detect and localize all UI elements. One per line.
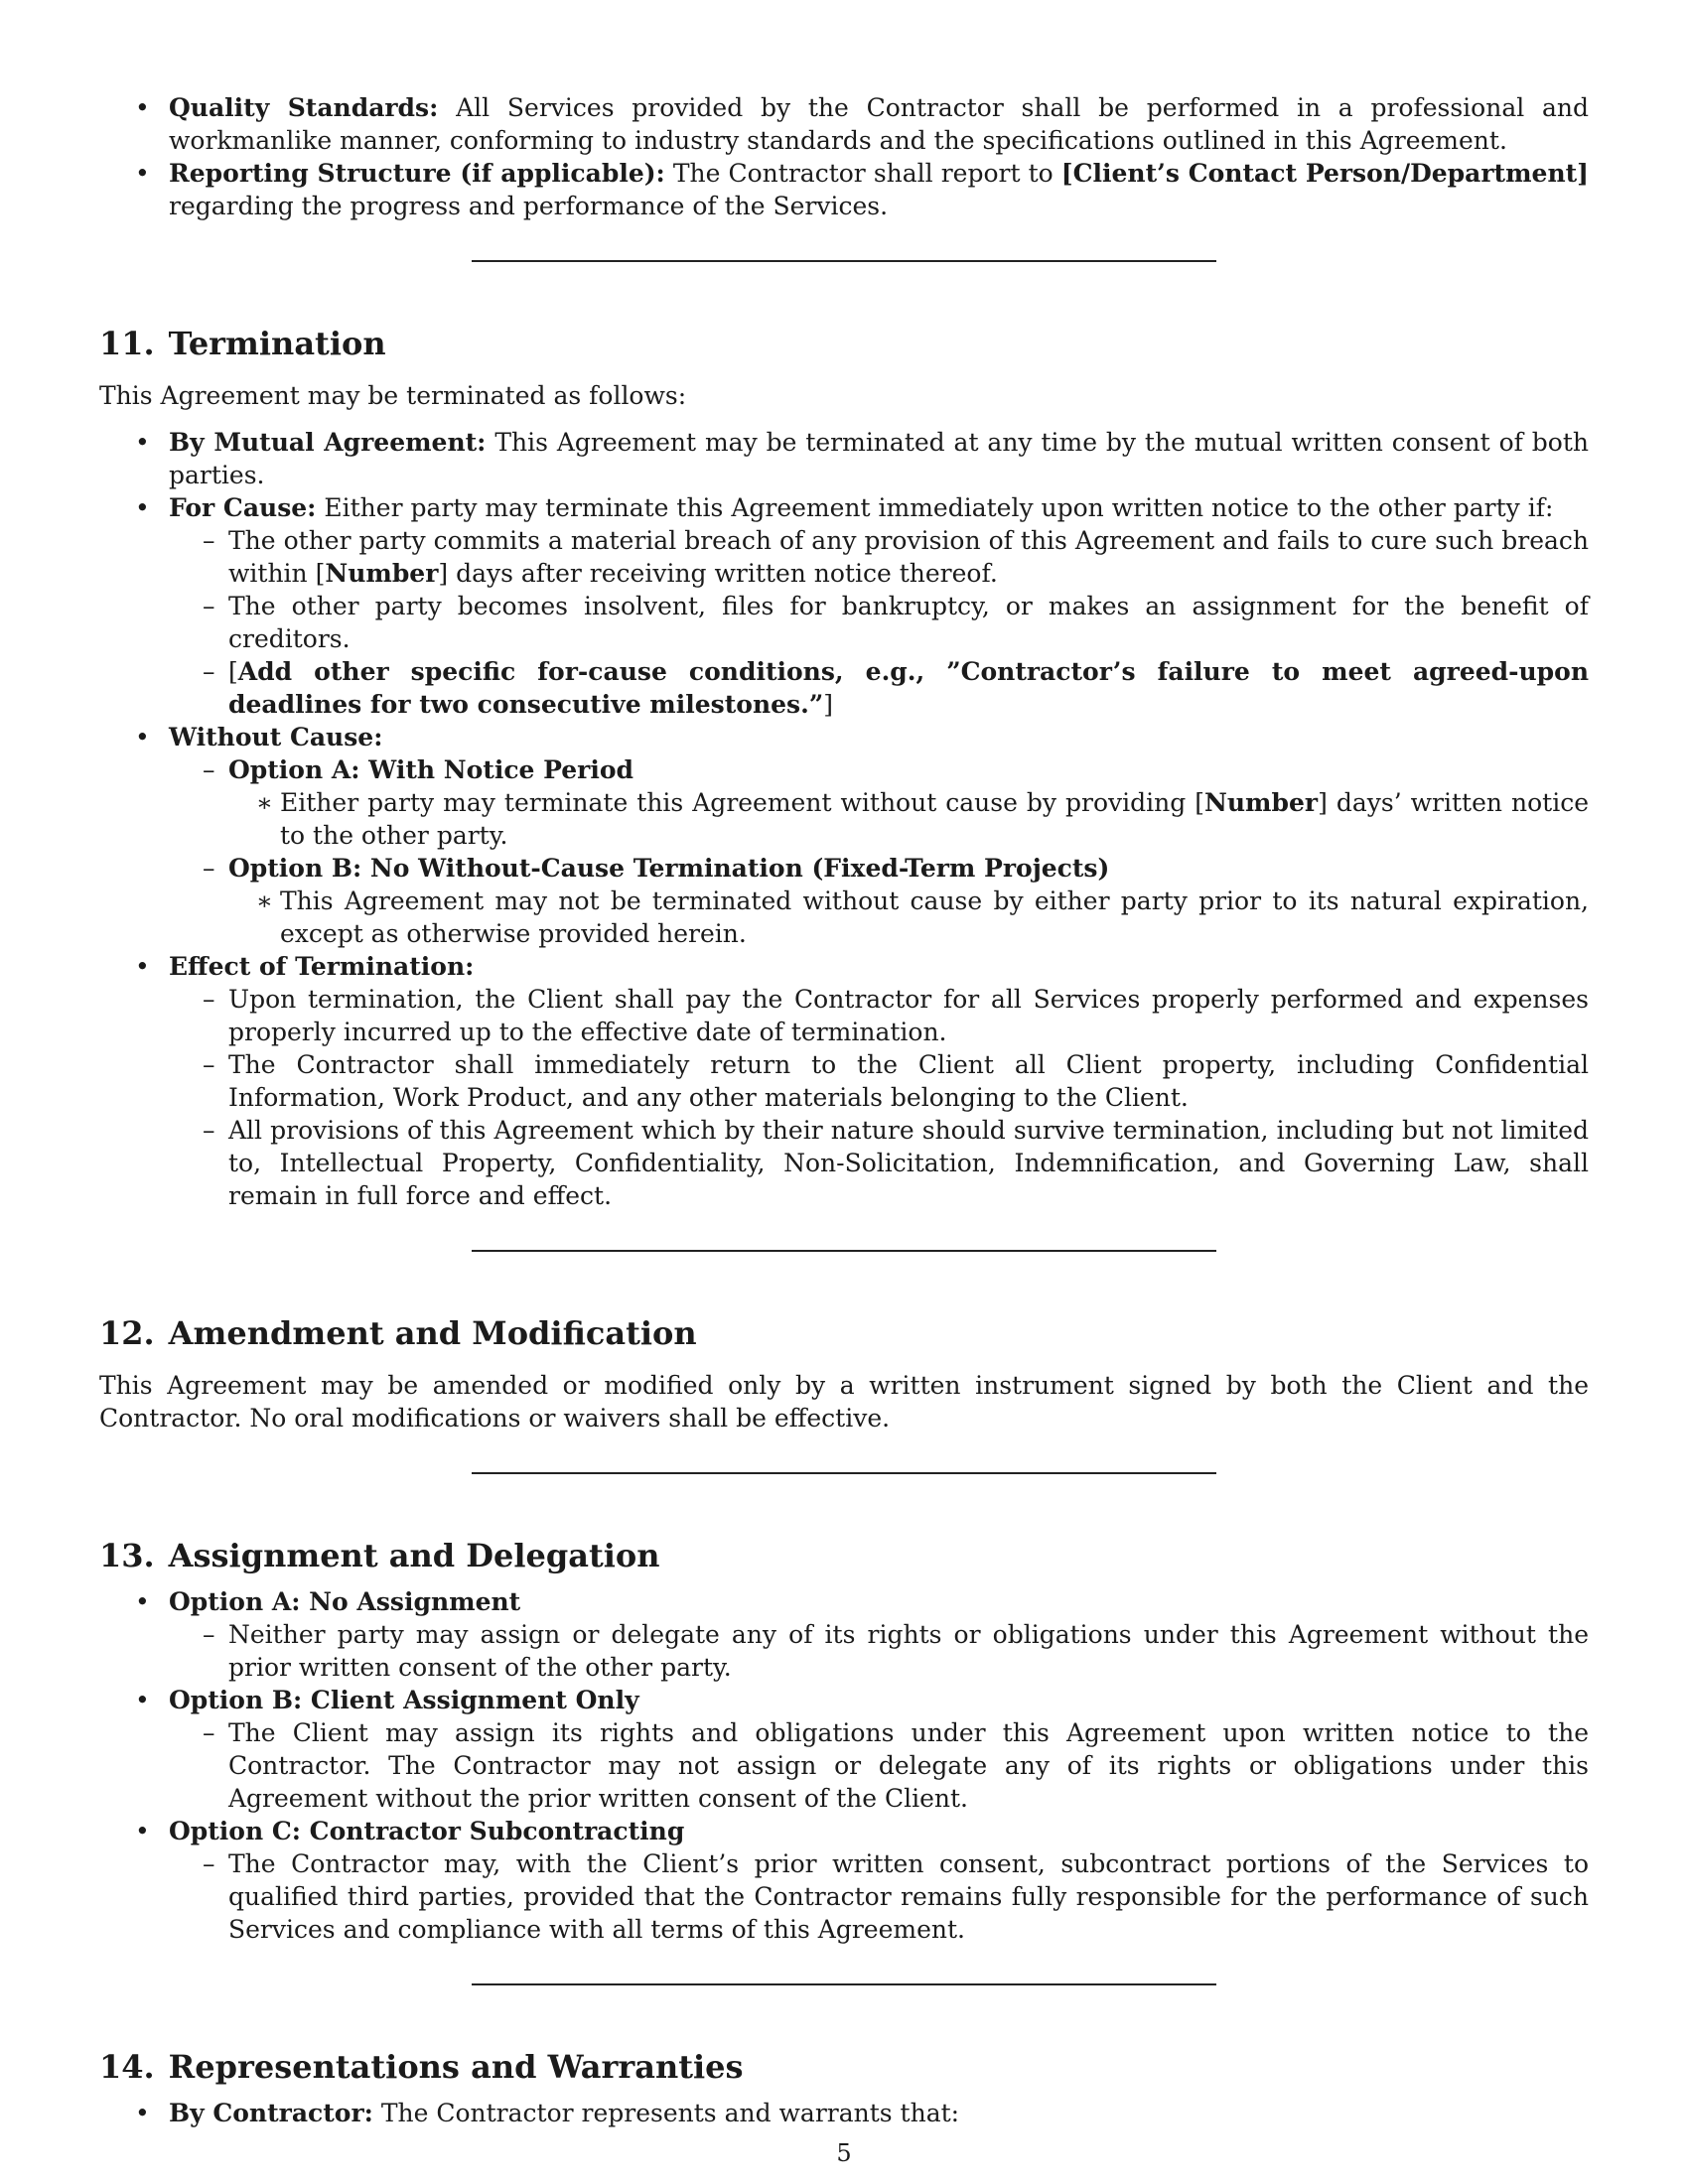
- section-title: Amendment and Modification: [168, 1314, 697, 1352]
- item-text: ]: [823, 690, 833, 719]
- termination-list: [99, 426, 1589, 1212]
- sub-list-item: [169, 753, 1589, 852]
- item-text: Either party may terminate this Agreement without cause by providing [: [280, 788, 1205, 817]
- sub-list: [169, 524, 1589, 721]
- option-label: Option C: Contractor Subcontracting: [169, 1817, 685, 1845]
- item-text: ] days after receiving written notice thereof.: [438, 559, 998, 588]
- section-title: Representations and Warranties: [168, 2048, 744, 2086]
- item-label: Effect of Termination:: [169, 952, 475, 981]
- sub-list-item: – Upon termination, the Client shall pay the Contractor for all Services properly performed and expenses properly incurred up to the effective date of termination.: [169, 983, 1589, 1048]
- sub-list-item: – The Contractor shall immediately return to the Client all Client property, including Confidential Information, Work Product, and any other materials belonging to the Client.: [169, 1048, 1589, 1114]
- item-label: By Contractor:: [169, 2099, 373, 2127]
- section-title: Assignment and Delegation: [168, 1537, 660, 1574]
- list-item: [99, 2097, 1589, 2129]
- section-intro: This Agreement may be terminated as follows:: [99, 381, 687, 410]
- list-item: [99, 1684, 1589, 1815]
- item-text: All Services provided by the Contractor shall be performed in a professional and workmanlike manner, conforming to industry standards and the specifications outlined in this Agreement.: [169, 93, 1589, 155]
- list-item: [99, 721, 1589, 950]
- item-text: Either party may terminate this Agreement immediately upon written notice to the other party if:: [324, 493, 1554, 522]
- sub-list-item: – The Client may assign its rights and obligations under this Agreement upon written notice to the Contractor. The Contractor may not assign or delegate any of its rights or obligations under this Agreement without the prior written consent of the Client.: [169, 1716, 1589, 1815]
- sub-list: [169, 983, 1589, 1212]
- item-text: regarding the progress and performance of the Services.: [169, 192, 889, 220]
- item-text: The other party commits a material breach of any provision of this Agreement and fails to cure such breach within [: [228, 526, 1589, 588]
- sub-list-item: [169, 524, 1589, 590]
- placeholder-text: Number: [1204, 788, 1319, 817]
- placeholder-text: [Client’s Contact Person/Department]: [1060, 159, 1589, 188]
- option-label: Option A: With Notice Period: [228, 755, 634, 784]
- list-item: [99, 91, 1589, 157]
- section-paragraph: This Agreement may be amended or modified only by a written instrument signed by both the Client and the Contractor. No oral modifications or waivers shall be effective.: [99, 1371, 1589, 1433]
- option-label: Option B: No Without-Cause Termination (Fixed-Term Projects): [228, 854, 1110, 883]
- document-page: [99, 91, 1589, 2129]
- item-text: [: [228, 657, 238, 686]
- list-item: [99, 1585, 1589, 1684]
- sub-sub-list: [228, 885, 1589, 950]
- section-number: 13.: [99, 1537, 155, 1574]
- section-number: 12.: [99, 1314, 155, 1352]
- item-text: This Agreement may be terminated at any time by the mutual written consent of both parties.: [169, 428, 1589, 489]
- list-item: [99, 491, 1589, 721]
- list-item: [99, 950, 1589, 1212]
- item-label: For Cause:: [169, 493, 317, 522]
- item-label: By Mutual Agreement:: [169, 428, 487, 457]
- item-label: Quality Standards:: [169, 93, 439, 122]
- section-number: 11.: [99, 325, 155, 362]
- option-label: Option B: Client Assignment Only: [169, 1686, 639, 1714]
- sub-list-item: [169, 852, 1589, 950]
- sub-sub-list-item: ∗ This Agreement may not be terminated without cause by either party prior to its natural expiration, except as otherwise provided herein.: [228, 885, 1589, 950]
- section-heading-termination: [99, 324, 1589, 363]
- sub-sub-list: [228, 786, 1589, 852]
- section-number: 14.: [99, 2048, 155, 2086]
- section-heading-assignment: [99, 1536, 1589, 1575]
- sub-sub-list-item: [228, 786, 1589, 852]
- list-item: [99, 1815, 1589, 1946]
- sub-list: [169, 1847, 1589, 1946]
- list-item: [99, 426, 1589, 491]
- section-heading-representations: [99, 2047, 1589, 2087]
- placeholder-text: Number: [325, 559, 439, 588]
- page-number: 5: [836, 2139, 852, 2167]
- top-bullet-list: [99, 91, 1589, 222]
- item-text: The Contractor shall report to: [672, 159, 1054, 188]
- sub-list-item: – The Contractor may, with the Client’s prior written consent, subcontract portions of the Services to qualified third parties, provided that the Contractor remains fully responsible for the performance of such Services and compliance with all terms of this Agreement.: [169, 1847, 1589, 1946]
- sub-list: [169, 1716, 1589, 1815]
- sub-list-item: – All provisions of this Agreement which by their nature should survive termination, including but not limited to, Intellectual Property, Confidentiality, Non-Solicitation, Indemnification, and Governing Law, shall remain in full force and effect.: [169, 1114, 1589, 1212]
- sub-list: [169, 753, 1589, 950]
- sub-list-item: – The other party becomes insolvent, files for bankruptcy, or makes an assignment for the benefit of creditors.: [169, 590, 1589, 655]
- section-divider: [472, 1250, 1216, 1252]
- list-item: [99, 157, 1589, 222]
- item-label: Without Cause:: [169, 723, 383, 751]
- section-heading-amendment: [99, 1313, 1589, 1353]
- section-divider: [472, 260, 1216, 262]
- section-divider: [472, 1472, 1216, 1474]
- option-label: Option A: No Assignment: [169, 1587, 521, 1616]
- sub-list: [169, 1618, 1589, 1684]
- item-text: The Contractor represents and warrants that:: [380, 2099, 960, 2127]
- section-divider: [472, 1983, 1216, 1985]
- sub-list-item: – Neither party may assign or delegate any of its rights or obligations under this Agreement without the prior written consent of the other party.: [169, 1618, 1589, 1684]
- placeholder-text: Add other specific for-cause conditions, e.g., ”Contractor’s failure to meet agreed-upon deadlines for two consecutive milestones.”: [228, 657, 1589, 719]
- item-label: Reporting Structure (if applicable):: [169, 159, 665, 188]
- item-text: ] days’ written notice to the other party.: [280, 788, 1589, 850]
- sub-list-item: [169, 655, 1589, 721]
- section-title: Termination: [168, 325, 386, 362]
- representations-list: [99, 2097, 1589, 2129]
- assignment-list: [99, 1585, 1589, 1946]
